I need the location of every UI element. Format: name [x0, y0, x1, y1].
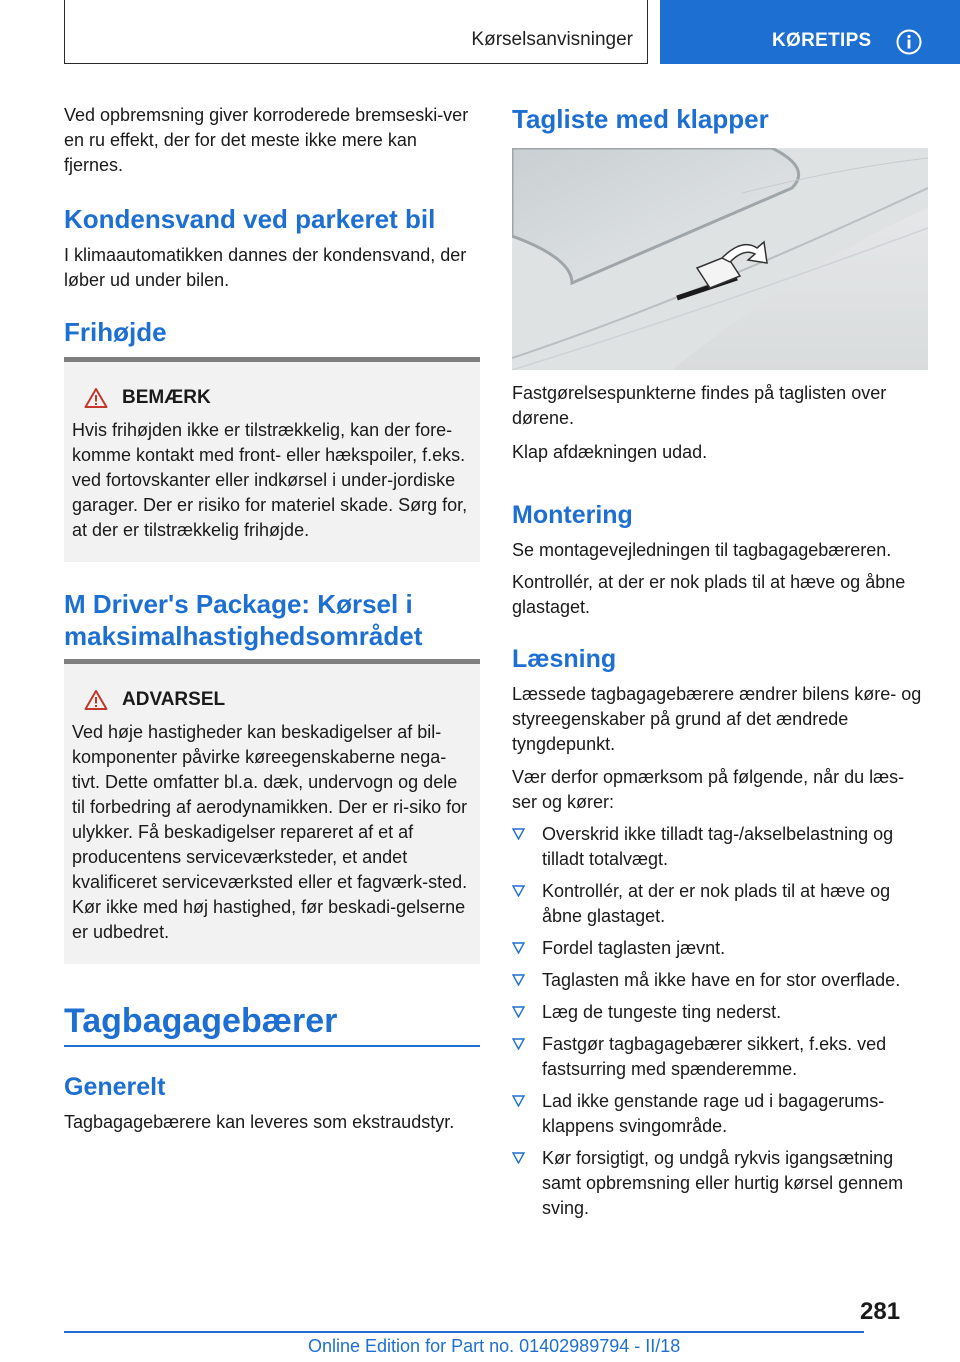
bullet-triangle-icon [512, 885, 525, 897]
list-item: Læg de tungeste ting nederst. [512, 1000, 928, 1025]
header-chapter-label: KØRETIPS [772, 30, 872, 51]
warning-triangle-icon [84, 387, 108, 409]
heading-tagliste: Tagliste med klapper [512, 104, 769, 134]
footer-rule [64, 1331, 864, 1333]
laesning-paragraph-2: Vær derfor opmærksom på følgende, når du læs-ser og kører: [512, 767, 905, 812]
laesning-paragraph-1: Læssede tagbagagebærere ændrer bilens køre- og styreegenskaber på grund af det ændrede tyngdepunkt. [512, 684, 922, 754]
note-header [72, 384, 472, 412]
warning-box [64, 659, 480, 964]
bullet-triangle-icon [512, 1095, 525, 1107]
list-item: Kør forsigtigt, og undgå rykvis igangsætning samt opbremsning eller hurtig kørsel gennem sving. [512, 1146, 928, 1221]
header-section-tab[interactable] [64, 0, 648, 64]
list-item: Kontrollér, at der er nok plads til at hæve og åbne glastaget. [512, 879, 928, 929]
bullet-triangle-icon [512, 1038, 525, 1050]
montering-paragraph-2: Kontrollér, at der er nok plads til at hæve og åbne glastaget. [512, 572, 906, 617]
heading-frihojde: Frihøjde [64, 317, 167, 347]
generelt-paragraph: Tagbagagebærere kan leveres som ekstraudstyr. [64, 1112, 455, 1132]
roof-rail-photo [512, 148, 928, 370]
section-rule [64, 1045, 480, 1047]
note-label: BEMÆRK [122, 387, 211, 408]
heading-laesning: Læsning [512, 645, 617, 673]
warning-triangle-icon [84, 689, 108, 711]
kondensvand-paragraph: I klimaautomatikken dannes der kondensvand, der løber ud under bilen. [64, 245, 467, 290]
heading-generelt: Generelt [64, 1073, 166, 1101]
header-section-label: Kørselsanvisninger [471, 29, 633, 50]
footer-edition: Online Edition for Part no. 01402989794 - II/18 [308, 1336, 681, 1356]
heading-kondensvand: Kondensvand ved parkeret bil [64, 204, 436, 234]
heading-tagbagagebaerer: Tagbagagebærer [64, 1002, 338, 1040]
header-chapter-tab[interactable] [660, 0, 960, 64]
list-item: Taglasten må ikke have en for stor overflade. [512, 968, 928, 993]
note-text: Hvis frihøjden ikke er tilstrækkelig, kan der fore-komme kontakt med front- eller hækspoiler, f.eks. ved fortovskanter eller indkørsel i under-jordiske garager. Der er risiko for materiel skade. Sørg for, at der er tilstrækkelig frihøjde. [72, 420, 468, 540]
intro-paragraph: Ved opbremsning giver korroderede bremseski-ver en ru effekt, der for det meste ikke mere kan fjernes. [64, 105, 469, 175]
fastgor-paragraph: Fastgørelsespunkterne findes på taglisten over dørene. [512, 383, 887, 428]
warning-label: ADVARSEL [122, 689, 226, 710]
heading-m-drivers-package: M Driver's Package: Kørsel i maksimalhastighedsområdet [64, 589, 423, 651]
montering-paragraph-1: Se montagevejledningen til tagbagagebæreren. [512, 540, 892, 560]
klap-paragraph: Klap afdækningen udad. [512, 442, 708, 462]
heading-montering: Montering [512, 501, 633, 529]
info-icon[interactable] [896, 29, 922, 55]
list-item: Fastgør tagbagagebærer sikkert, f.eks. ved fastsurring med spænderemme. [512, 1032, 928, 1082]
loading-tips-list [512, 822, 928, 1228]
note-box [64, 357, 480, 562]
list-item: Fordel taglasten jævnt. [512, 936, 928, 961]
bullet-triangle-icon [512, 828, 525, 840]
bullet-triangle-icon [512, 1152, 525, 1164]
bullet-triangle-icon [512, 942, 525, 954]
page-number: 281 [860, 1298, 901, 1325]
list-item: Lad ikke genstande rage ud i bagagerums-klappens svingområde. [512, 1089, 928, 1139]
warning-text: Ved høje hastigheder kan beskadigelser af bil-komponenter påvirke køreegenskaberne nega-tivt. Dette omfatter bl.a. dæk, undervogn og dele til forbedring af aerodynamikken. Der er ri-siko for ulykker. Få beskadigelser repareret af et af producentens serviceværksteder, et andet kvalificeret serviceværksted eller et fagværk-sted. Kør ikke med høj hastighed, før beskadi-gelserne er udbedret. [72, 722, 468, 942]
warning-header [72, 686, 472, 714]
list-item: Overskrid ikke tilladt tag-/akselbelastning og tilladt totalvægt. [512, 822, 928, 872]
bullet-triangle-icon [512, 974, 525, 986]
bullet-triangle-icon [512, 1006, 525, 1018]
